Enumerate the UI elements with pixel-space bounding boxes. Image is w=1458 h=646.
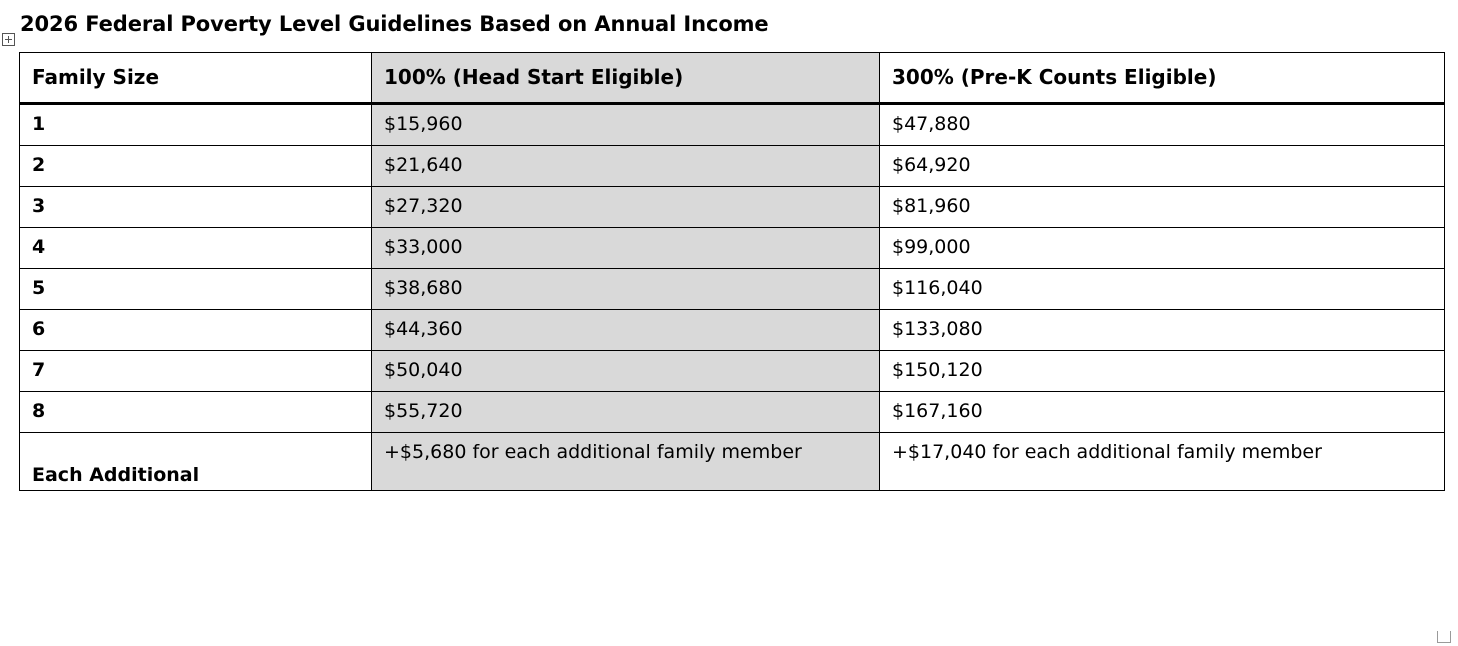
table-header-row — [20, 53, 1445, 104]
cell-family-size: 1 — [20, 104, 372, 146]
cell-100-percent: $27,320 — [372, 187, 880, 228]
cell-100-percent: $15,960 — [372, 104, 880, 146]
cell-300-percent: $47,880 — [880, 104, 1445, 146]
table-row — [20, 310, 1445, 351]
cell-family-size: 4 — [20, 228, 372, 269]
table-row — [20, 351, 1445, 392]
cell-100-percent: $38,680 — [372, 269, 880, 310]
page-edge-marker-icon — [1437, 631, 1451, 643]
cell-300-percent: $99,000 — [880, 228, 1445, 269]
cell-100-percent: $33,000 — [372, 228, 880, 269]
table-row — [20, 146, 1445, 187]
column-header-family-size: Family Size — [20, 53, 372, 104]
column-header-300-percent: 300% (Pre-K Counts Eligible) — [880, 53, 1445, 104]
column-header-100-percent: 100% (Head Start Eligible) — [372, 53, 880, 104]
cell-family-size: 3 — [20, 187, 372, 228]
table-row — [20, 433, 1445, 491]
cell-100-percent: $21,640 — [372, 146, 880, 187]
cell-family-size: 6 — [20, 310, 372, 351]
table-row — [20, 269, 1445, 310]
cell-family-size: 7 — [20, 351, 372, 392]
table-row — [20, 104, 1445, 146]
cell-family-size: 2 — [20, 146, 372, 187]
cell-300-percent: $150,120 — [880, 351, 1445, 392]
table-row — [20, 187, 1445, 228]
table-move-handle-icon[interactable] — [2, 33, 15, 46]
page-title: 2026 Federal Poverty Level Guidelines Based on Annual Income — [20, 12, 769, 36]
cell-300-percent: $133,080 — [880, 310, 1445, 351]
cell-100-percent: +$5,680 for each additional family member — [372, 433, 880, 491]
cell-300-percent: $116,040 — [880, 269, 1445, 310]
cell-300-percent: $81,960 — [880, 187, 1445, 228]
cell-300-percent: $64,920 — [880, 146, 1445, 187]
cell-family-size: Each Additional — [20, 433, 372, 491]
federal-poverty-level-table — [19, 52, 1445, 491]
cell-300-percent: +$17,040 for each additional family member — [880, 433, 1445, 491]
cell-100-percent: $55,720 — [372, 392, 880, 433]
cell-100-percent: $50,040 — [372, 351, 880, 392]
cell-family-size: 8 — [20, 392, 372, 433]
cell-100-percent: $44,360 — [372, 310, 880, 351]
cell-family-size: 5 — [20, 269, 372, 310]
table-row — [20, 392, 1445, 433]
table-row — [20, 228, 1445, 269]
cell-300-percent: $167,160 — [880, 392, 1445, 433]
